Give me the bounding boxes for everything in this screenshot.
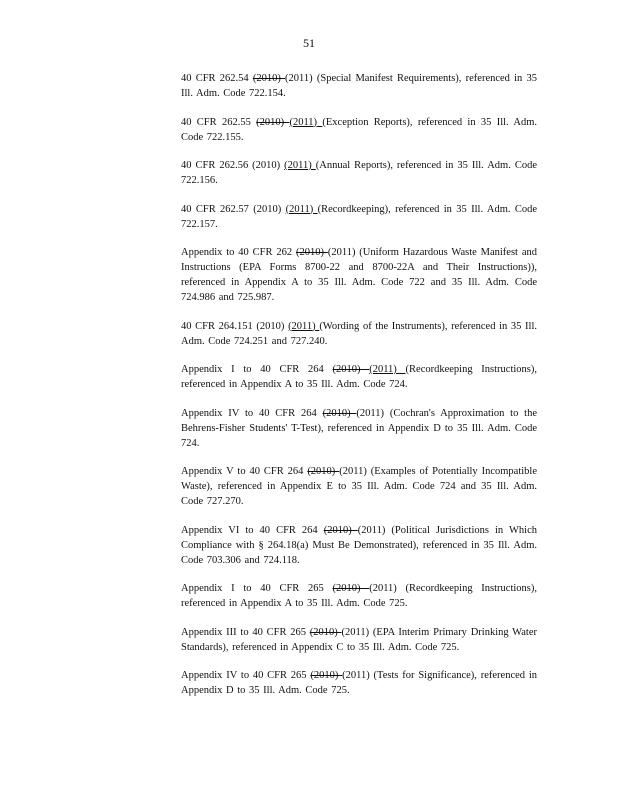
- entry-prefix: 40 CFR 262.56 (2010): [181, 160, 285, 171]
- deleted-text: (2010): [310, 670, 343, 681]
- entry-suffix: (2011) (Special Manifest Requirements), referenced in 35 Ill. Adm. Code 722.154.: [181, 73, 537, 99]
- entry-appendix-v-264: [181, 464, 537, 509]
- entry-suffix: (2011) (Examples of Potentially Incompatible Waste), referenced in Appendix E to 35 Ill. Adm. Code 724 and 35 Ill. Adm. Code 727.270.: [181, 466, 537, 507]
- deleted-text: (2010): [307, 466, 340, 477]
- entry-prefix: Appendix I to 40 CFR 265: [181, 583, 333, 594]
- entry-suffix: (2011) (Political Jurisdictions in Which Compliance with § 264.18(a) Must Be Demonstrated), referenced in 35 Ill. Adm. Code 703.306 and 724.118.: [181, 524, 537, 566]
- entry-suffix: (2011) (Uniform Hazardous Waste Manifest and Instructions (EPA Forms 8700-22 and 8700-22A and Their Instructions)), referenced in Appendix A to 35 Ill. Adm. Code 722 and 35 Ill. Adm. Code 724.986 and 725.987.: [181, 247, 537, 303]
- entry-prefix: 40 CFR 262.57 (2010): [181, 203, 286, 215]
- entry-264-151: [181, 319, 537, 349]
- entry-suffix: (2011) (Cochran's Approximation to the Behrens-Fisher Students' T-Test), referenced in Appendix D to 35 Ill. Adm. Code 724.: [181, 407, 537, 449]
- inserted-text: (2011): [285, 203, 318, 215]
- entry-prefix: Appendix VI to 40 CFR 264: [181, 524, 324, 536]
- entry-suffix: (2011) (Tests for Significance), referenced in Appendix D to 35 Ill. Adm. Code 725.: [181, 670, 537, 696]
- entry-appendix-iv-264: [181, 406, 537, 451]
- entry-suffix: (Recordkeeping), referenced in 35 Ill. Adm. Code 722.157.: [181, 203, 538, 230]
- entry-prefix: Appendix IV to 40 CFR 265: [181, 670, 311, 681]
- entry-suffix: (2011) (Recordkeeping Instructions), referenced in Appendix A to 35 Ill. Adm. Code 725.: [181, 583, 537, 609]
- inserted-text: (2011): [369, 364, 406, 375]
- entry-prefix: 40 CFR 262.54: [181, 73, 253, 84]
- entry-prefix: 40 CFR 264.151 (2010): [181, 320, 289, 332]
- entry-prefix: Appendix to 40 CFR 262: [181, 247, 296, 258]
- entry-suffix: (Wording of the Instruments), referenced in 35 Ill. Adm. Code 724.251 and 727.240.: [181, 320, 538, 347]
- entry-prefix: Appendix V to 40 CFR 264: [181, 466, 308, 477]
- entry-262-56: [181, 158, 537, 188]
- entry-appendix-iv-265: [181, 668, 537, 698]
- page-number: 51: [303, 36, 315, 50]
- entry-appendix-i-265: [181, 581, 537, 611]
- entry-appendix-262: [181, 245, 537, 305]
- deleted-text: (2010): [332, 364, 370, 375]
- entry-suffix: (Recordkeeping Instructions), referenced in Appendix A to 35 Ill. Adm. Code 724.: [181, 364, 538, 390]
- entry-prefix: Appendix I to 40 CFR 264: [181, 364, 333, 375]
- entry-appendix-iii-265: [181, 625, 537, 655]
- entry-262-57: [181, 202, 537, 232]
- entry-262-55: [181, 115, 537, 145]
- deleted-text: (2010): [323, 524, 358, 536]
- entry-262-54: [181, 71, 537, 101]
- entry-suffix: (2011) (EPA Interim Primary Drinking Water Standards), referenced in Appendix C to 35 Ill. Adm. Code 725.: [181, 626, 537, 653]
- incorporations-list: [181, 71, 537, 712]
- deleted-text: (2010): [309, 626, 342, 638]
- entry-appendix-vi-264: [181, 523, 537, 568]
- deleted-text: (2010): [322, 407, 357, 419]
- deleted-text: (2010): [256, 116, 290, 128]
- deleted-text: (2010): [332, 583, 370, 594]
- deleted-text: (2010): [295, 247, 328, 258]
- inserted-text: (2011): [289, 116, 323, 128]
- entry-prefix: Appendix IV to 40 CFR 264: [181, 407, 323, 419]
- entry-prefix: Appendix III to 40 CFR 265: [181, 626, 310, 638]
- inserted-text: (2011): [288, 320, 320, 332]
- entry-suffix: (Annual Reports), referenced in 35 Ill. Adm. Code 722.156.: [181, 160, 537, 186]
- entry-appendix-i-264: [181, 362, 537, 392]
- deleted-text: (2010): [252, 73, 286, 84]
- inserted-text: (2011): [284, 160, 316, 171]
- entry-prefix: 40 CFR 262.55: [181, 116, 257, 128]
- entry-suffix: (Exception Reports), referenced in 35 Ill. Adm. Code 722.155.: [181, 116, 538, 143]
